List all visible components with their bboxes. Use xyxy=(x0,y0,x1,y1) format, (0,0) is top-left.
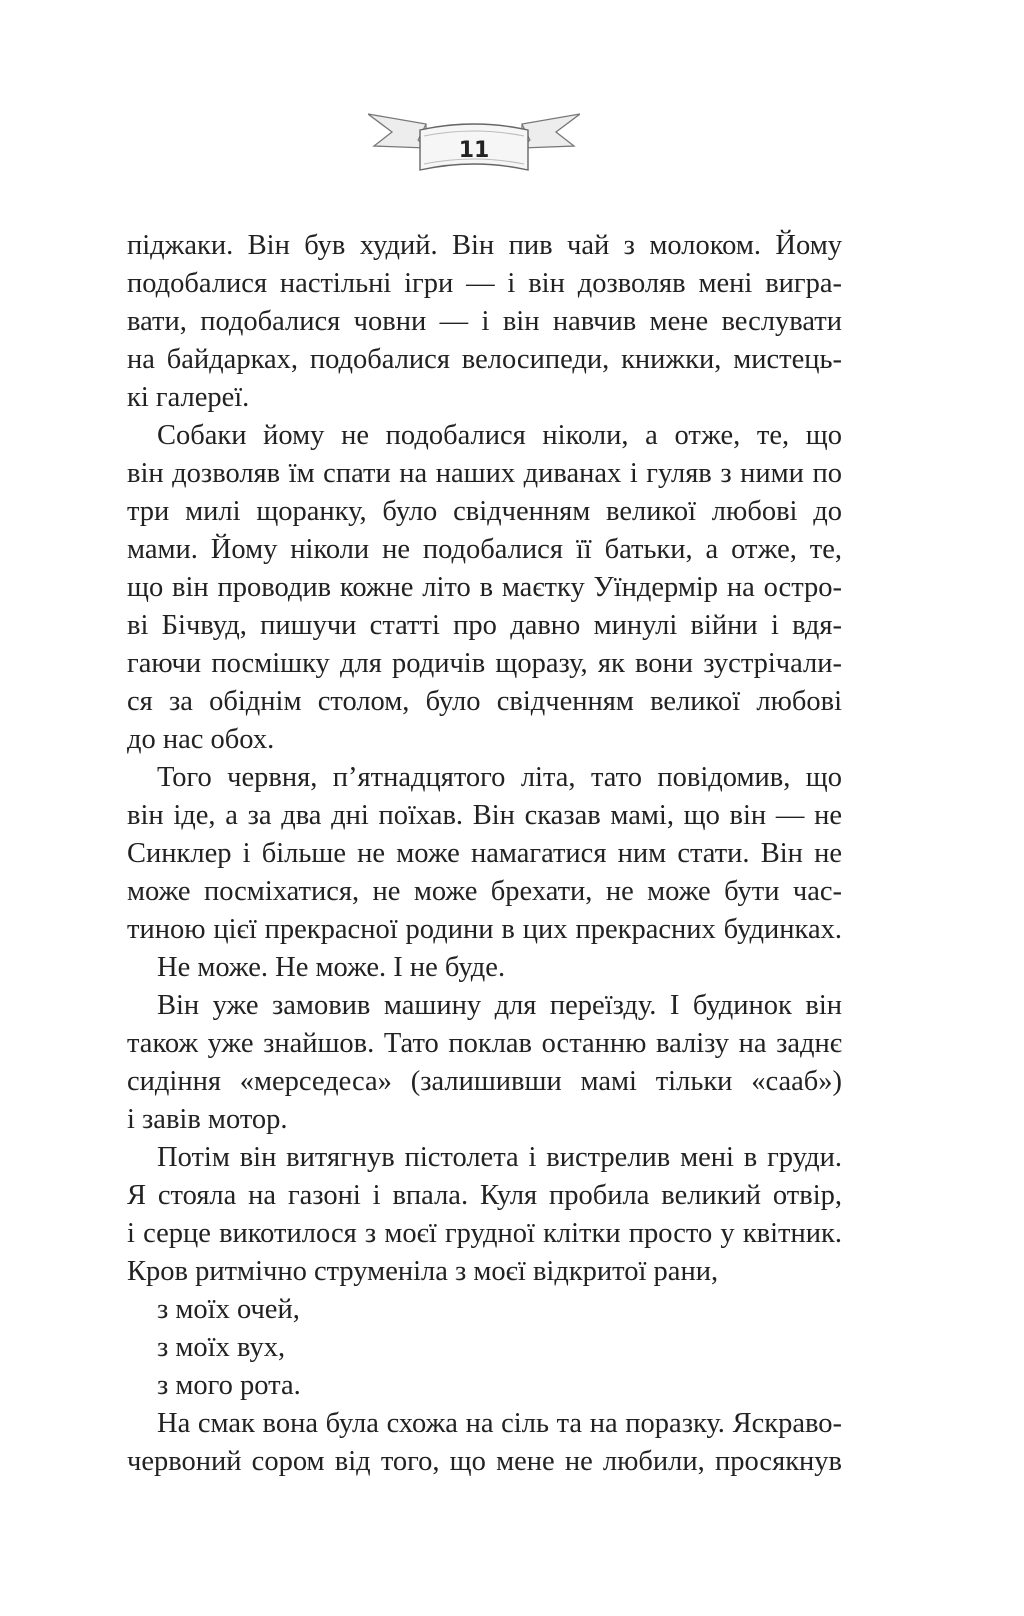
text-line: Того червня, п’ятнадцятого літа, тато повідомив, що xyxy=(157,762,842,793)
text-line: Він уже замовив машину для переїзду. І будинок він xyxy=(157,990,842,1021)
body-text xyxy=(127,227,842,1481)
text-line: Не може. Не може. І не буде. xyxy=(157,952,506,983)
text-line: також уже знайшов. Тато поклав останню валізу на заднє xyxy=(127,1028,842,1059)
text-line: сидіння «мерседеса» (залишивши мамі тільки «сааб») xyxy=(127,1066,842,1097)
text-line: подобалися настільні ігри — і він дозволяв мені вигра- xyxy=(127,268,842,299)
text-line: і серце викотилося з моєї грудної клітки просто у квітник. xyxy=(127,1218,842,1249)
text-line: може посміхатися, не може брехати, не може бути час- xyxy=(127,876,842,907)
text-line: він дозволяв їм спати на наших диванах і гуляв з ними по xyxy=(127,458,842,489)
text-line: ві Бічвуд, пишучи статті про давно минулі війни і вдя- xyxy=(127,610,842,641)
text-line: кі галереї. xyxy=(127,382,250,413)
text-line: з моїх очей, xyxy=(157,1294,300,1325)
text-line: що він проводив кожне літо в маєтку Уїндермір на остро- xyxy=(127,572,842,603)
text-line: Собаки йому не подобалися ніколи, а отже, те, що xyxy=(157,420,842,451)
text-line: три милі щоранку, було свідченням великої любові до xyxy=(127,496,842,527)
text-line: червоний сором від того, що мене не любили, просякнув xyxy=(127,1446,842,1477)
text-line: з моїх вух, xyxy=(157,1332,286,1363)
text-line: На смак вона була схожа на сіль та на поразку. Яскраво- xyxy=(157,1408,842,1439)
text-line: на байдарках, подобалися велосипеди, книжки, мистець- xyxy=(127,344,842,375)
text-line: тиною цієї прекрасної родини в цих прекрасних будинках. xyxy=(127,914,842,945)
page-number: 11 xyxy=(458,137,490,163)
text-line: з мого рота. xyxy=(157,1370,301,1401)
text-line: гаючи посмішку для родичів щоразу, як вони зустрічали- xyxy=(127,648,842,679)
text-line: вати, подобалися човни — і він навчив мене веслувати xyxy=(127,306,842,337)
text-line: до нас обох. xyxy=(127,724,275,755)
text-line: піджаки. Він був худий. Він пив чай з молоком. Йому xyxy=(127,230,842,261)
text-line: мами. Йому ніколи не подобалися її батьки, а отже, те, xyxy=(127,534,842,565)
text-line: Синклер і більше не може намагатися ним стати. Він не xyxy=(127,838,842,869)
text-line: і завів мотор. xyxy=(127,1104,288,1135)
text-line: Потім він витягнув пістолета і вистрелив мені в груди. xyxy=(157,1142,842,1173)
text-line: Я стояла на газоні і впала. Куля пробила великий отвір, xyxy=(127,1180,842,1211)
text-line: Кров ритмічно струменіла з моєї відкритої рани, xyxy=(127,1256,719,1287)
text-line: він іде, а за два дні поїхав. Він сказав мамі, що він — не xyxy=(127,800,842,831)
text-line: ся за обіднім столом, було свідченням великої любові xyxy=(127,686,842,717)
